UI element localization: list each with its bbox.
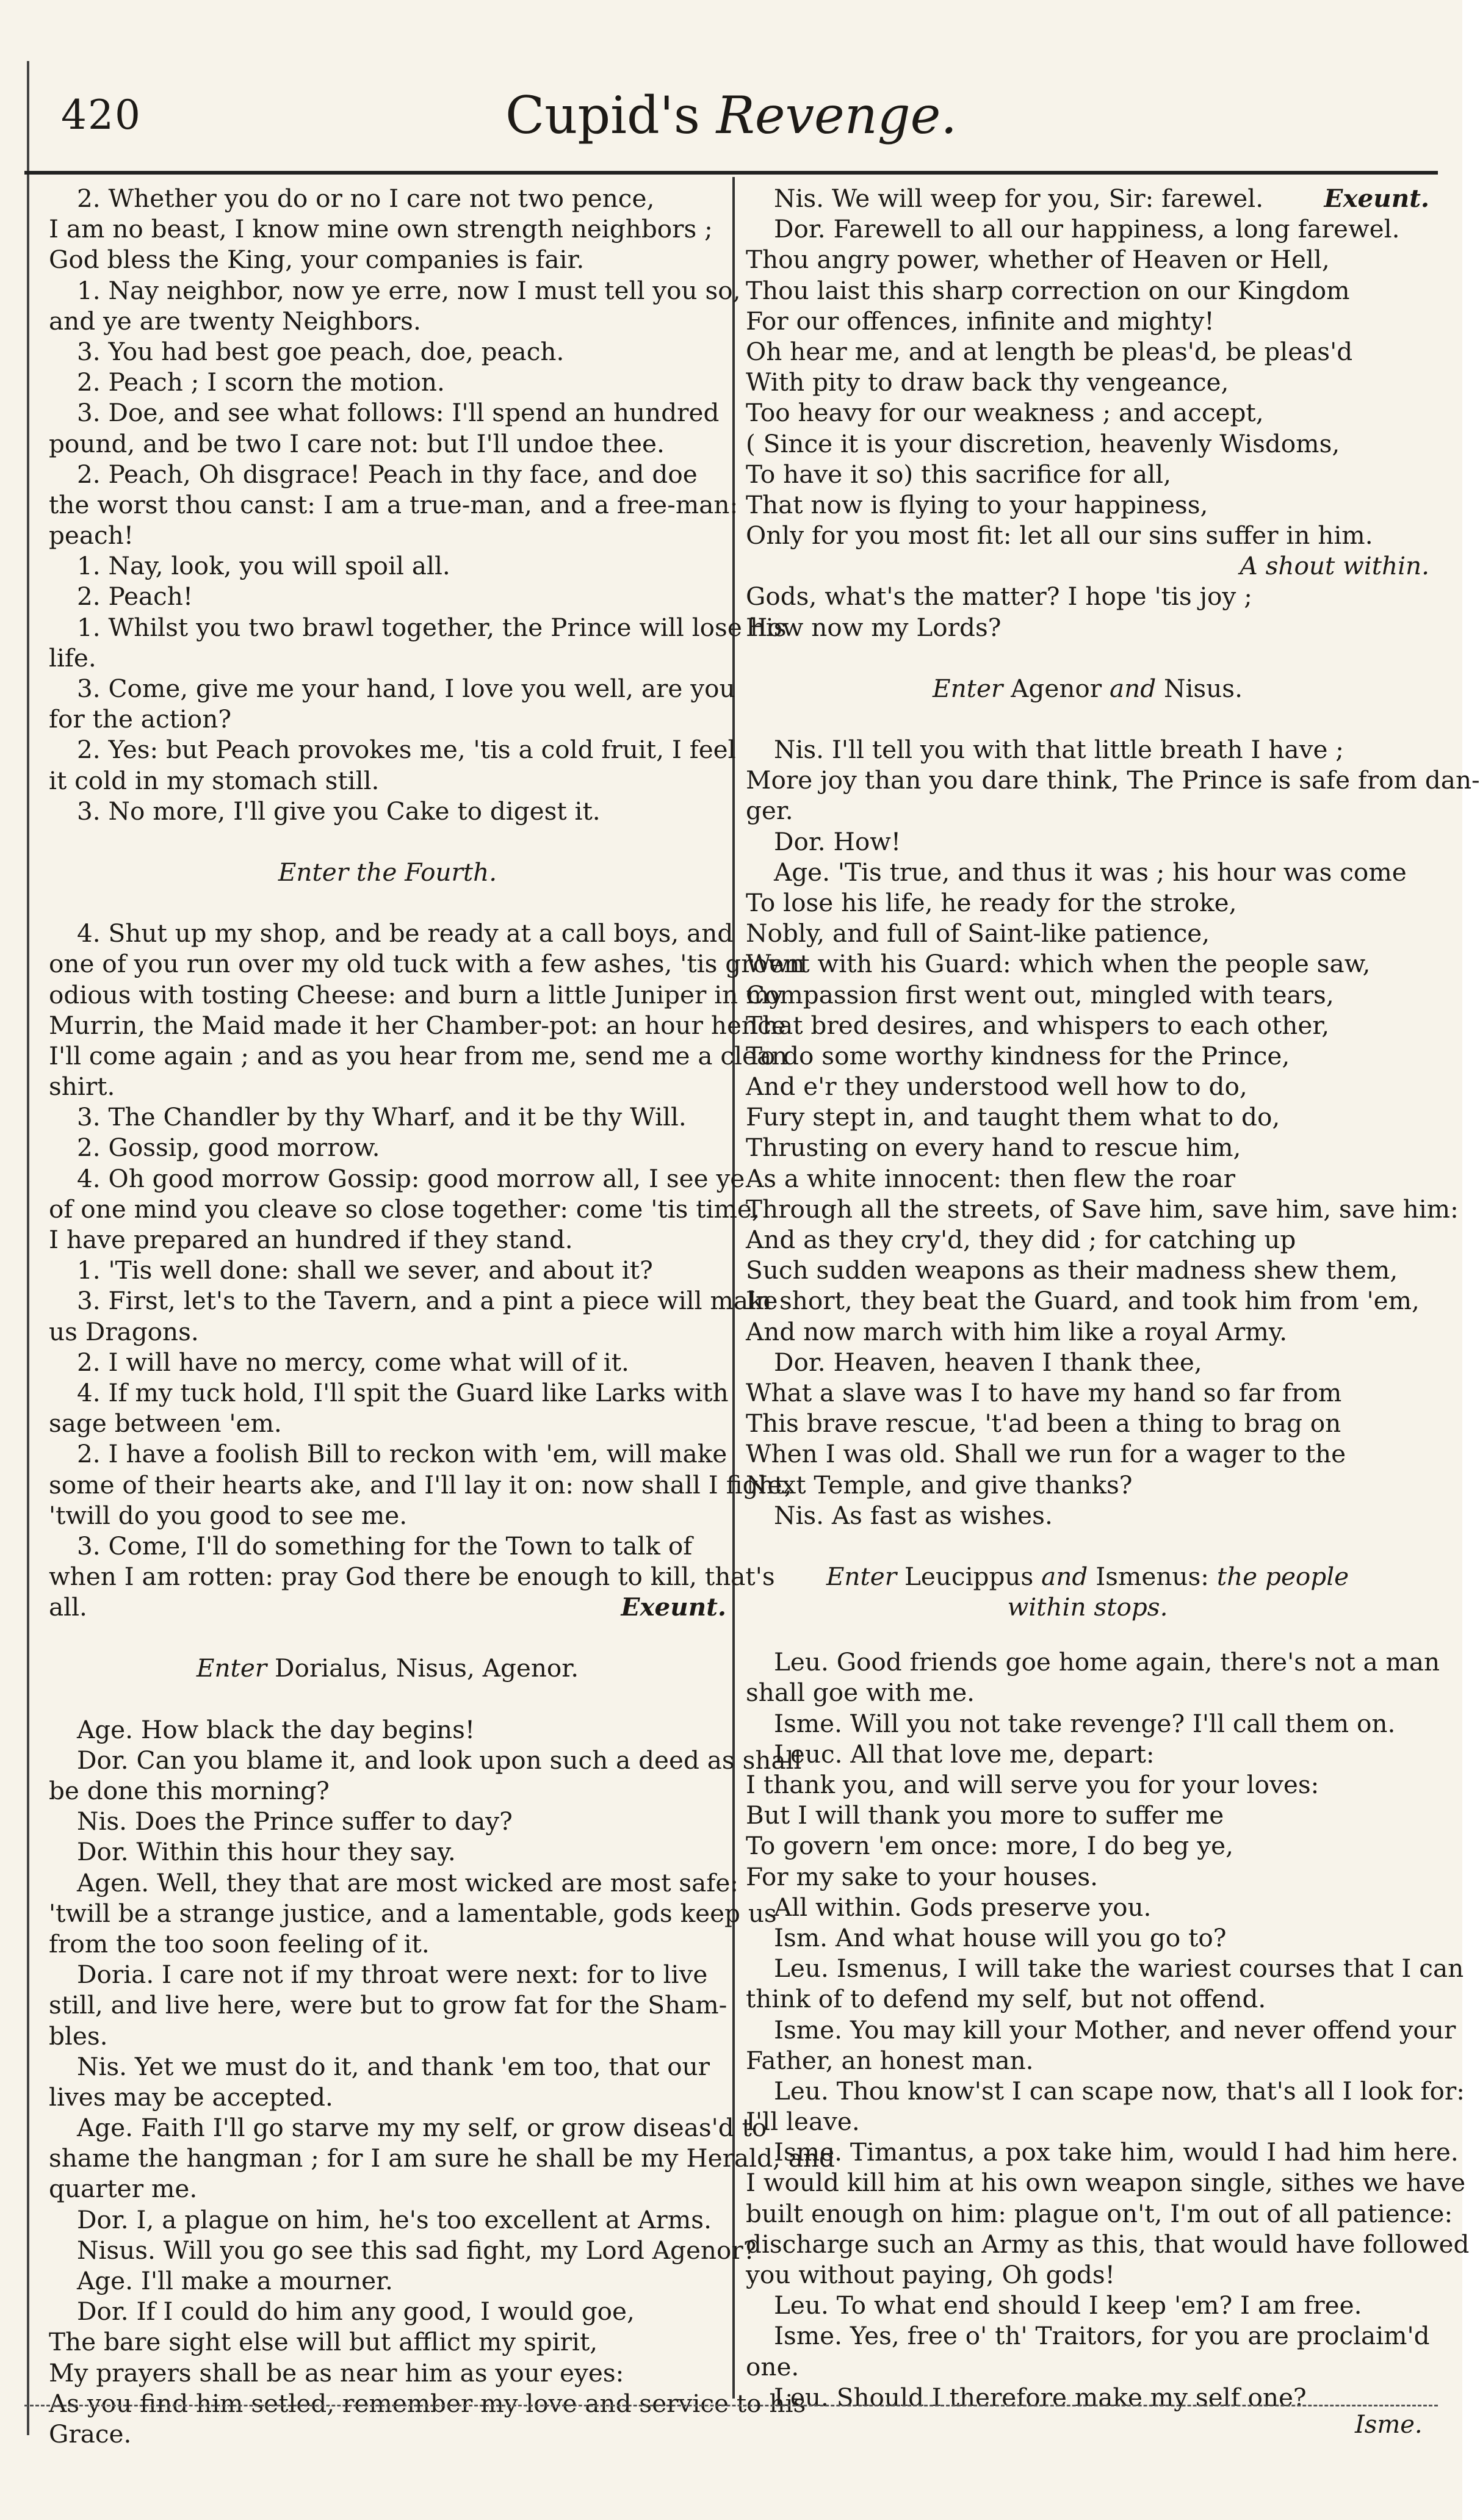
text-line: Age. I'll make a mourner. [77,2266,393,2296]
exeunt-direction: Exeunt. [1324,184,1429,213]
text-line: 1. 'Tis well done: shall we sever, and about it? [77,1255,653,1285]
text-line: Thou laist this sharp correction on our Kingdom [746,275,1350,305]
text-line: and ye are twenty Neighbors. [49,306,421,336]
stage-tail-1: the people [1216,1561,1349,1591]
text-line: it cold in my stomach still. [49,765,380,795]
text-line: Such sudden weapons as their madness shew them, [746,1255,1398,1285]
running-head-title-italic: Revenge. [716,85,958,145]
text-line: ( Since it is your discretion, heavenly Wisdoms, [746,428,1340,458]
page-number: 420 [61,92,142,139]
text-line: Fury stept in, and taught them what to do, [746,1102,1280,1132]
text-line: Gods, what's the matter? I hope 'tis joy ; [746,582,1252,612]
text-line: 'twill do you good to see me. [49,1500,408,1530]
text-line: one of you run over my old tuck with a few ashes, 'tis grown [49,949,805,979]
name-agenor: Agenor [1011,673,1102,703]
text-line: Compassion first went out, mingled with tears, [746,980,1334,1009]
text-line: 3. Come, give me your hand, I love you well, are you [77,674,735,703]
text-line: 4. If my tuck hold, I'll spit the Guard like Larks with [77,1377,729,1407]
text-line: Leu. Ismenus, I will take the wariest courses that I can [774,1954,1464,1984]
and-word: and [1041,1561,1088,1591]
and-word: and [1110,673,1157,703]
text-line: 2. Whether you do or no I care not two pence, [77,184,655,213]
text-line: sage between 'em. [49,1409,282,1439]
name-nisus: Nisus. [1164,673,1243,703]
text-line: 2. Peach, Oh disgrace! Peach in thy face, and doe [77,459,698,489]
right-column-block-1b [746,581,1429,642]
text-line: Isme. Yes, free o' th' Traitors, for you are proclaim'd [774,2321,1430,2351]
text-line: pound, and be two I care not: but I'll undoe thee. [49,428,665,458]
text-line: Leu. Good friends goe home again, there's not a man [774,1647,1440,1677]
text-line: For our offences, infinite and mighty! [746,306,1215,336]
text-line: As a white innocent: then flew the roar [746,1163,1236,1193]
header-rule [24,171,1438,175]
text-line: Nobly, and full of Saint-like patience, [746,919,1210,948]
text-line: All within. Gods preserve you. [774,1892,1152,1922]
text-line: Age. Faith I'll go starve my my self, or grow diseas'd to [77,2113,767,2143]
text-line: quarter me. [49,2174,198,2204]
exeunt-direction: Exeunt. [621,1592,726,1622]
text-line: ger. [746,796,793,826]
text-line: Grace. [49,2419,132,2449]
right-column-block-1 [746,183,1429,551]
text-line: peach! [49,521,134,551]
text-line: 2. I have a foolish Bill to reckon with 'em, will make [77,1439,727,1469]
text-line: some of their hearts ake, and I'll lay it on: now shall I fight, [49,1470,792,1500]
text-line: you without paying, Oh gods! [746,2260,1115,2290]
text-line: Age. 'Tis true, and thus it was ; his hour was come [774,857,1407,887]
text-line: Thou angry power, whether of Heaven or Hell, [746,245,1330,275]
stage-direction-enter-fourth: Enter the Fourth. [278,857,497,887]
text-line: shame the hangman ; for I am sure he shall be my Herald, and [49,2143,835,2173]
stage-tail-2: within stops. [1007,1592,1168,1622]
text-line: And as they cry'd, they did ; for catching up [746,1225,1296,1255]
text-line: With pity to draw back thy vengeance, [746,367,1229,397]
text-line: Went with his Guard: which when the people saw, [746,949,1371,979]
text-line: of one mind you cleave so close together: come 'tis time, [49,1194,760,1224]
text-line: I am no beast, I know mine own strength neighbors ; [49,214,713,244]
text-line: That bred desires, and whispers to each other, [746,1010,1330,1040]
text-line: life. [49,643,96,673]
text-line: Too heavy for our weakness ; and accept, [746,398,1264,428]
text-line: shall goe with me. [746,1678,975,1708]
text-line: What a slave was I to have my hand so far from [746,1377,1342,1407]
text-line: 4. Shut up my shop, and be ready at a call boys, and [77,919,734,948]
text-line: Through all the streets, of Save him, save him, save him: [746,1194,1459,1224]
text-line: I would kill him at his own weapon single, sithes we have [746,2168,1466,2198]
text-line: Dor. Can you blame it, and look upon such a deed as shall [77,1745,802,1775]
name-ismenus: Ismenus: [1096,1561,1209,1591]
text-line: 2. Peach! [77,582,193,612]
text-line: Leu. To what end should I keep 'em? I am free. [774,2291,1362,2320]
enter-word: Enter [196,1653,267,1683]
text-line: Leu. Thou know'st I can scape now, that's all I look for: [774,2076,1465,2106]
text-line: 3. Doe, and see what follows: I'll spend an hundred [77,398,720,428]
text-line: To have it so) this sacrifice for all, [746,459,1171,489]
text-line: when I am rotten: pray God there be enough to kill, that's [49,1562,775,1592]
text-line: Thrusting on every hand to rescue him, [746,1133,1241,1163]
text-line: Nis. Does the Prince suffer to day? [77,1807,513,1836]
text-line: shirt. [49,1072,115,1102]
text-line: bles. [49,2021,108,2051]
text-line: When I was old. Shall we run for a wager to the [746,1439,1346,1469]
text-line: built enough on him: plague on't, I'm out of all patience: [746,2198,1453,2228]
text-line: Leu. Should I therefore make my self one? [774,2382,1307,2412]
text-line: us Dragons. [49,1316,199,1346]
text-line: Dor. If I could do him any good, I would goe, [77,2297,635,2327]
text-line: I thank you, and will serve you for your loves: [746,1770,1319,1800]
text-line: for the action? [49,704,232,734]
text-line: 3. First, let's to the Tavern, and a pint a piece will make [77,1286,778,1316]
text-line: 3. You had best goe peach, doe, peach. [77,336,565,366]
exeunt-line [49,1592,726,1622]
entering-names: Dorialus, Nisus, Agenor. [275,1653,579,1683]
text-line: Agen. Well, they that are most wicked are most safe: [77,1868,738,1897]
enter-word: Enter [826,1561,897,1591]
text-line: To lose his life, he ready for the stroke, [746,887,1237,917]
text-line: 1. Whilst you two brawl together, the Prince will lose his [77,612,787,642]
text-line: be done this morning? [49,1776,330,1806]
text-line: 2. Gossip, good morrow. [77,1133,380,1163]
stage-direction-shout: A shout within. [1240,551,1429,581]
text-line: 1. Nay neighbor, now ye erre, now I must tell you so, [77,275,741,305]
text-line: Age. How black the day begins! [77,1714,475,1744]
stage-direction-enter-leucippus [746,1561,1429,1622]
text-line: Isme. Will you not take revenge? I'll call them on. [774,1708,1396,1738]
text-line: Only for you most fit: let all our sins suffer in him. [746,521,1373,551]
text-line: In short, they beat the Guard, and took him from 'em, [746,1286,1420,1316]
text-line: odious with tosting Cheese: and burn a little Juniper in my [49,980,784,1009]
text-line [746,183,1429,214]
text-line: 4. Oh good morrow Gossip: good morrow all, I see ye [77,1163,745,1193]
text-line: one. [746,2352,800,2381]
text-line: God bless the King, your companies is fair. [49,245,585,275]
text-line: The bare sight else will but afflict my spirit, [49,2327,598,2357]
text-line: 3. No more, I'll give you Cake to digest it. [77,796,601,826]
stage-direction-enter-dorialus [49,1653,726,1683]
text-line: Ism. And what house will you go to? [774,1922,1227,1952]
text-line: Isme. Timantus, a pox take him, would I had him here. [774,2137,1459,2167]
text-line: Doria. I care not if my throat were next: for to live [77,1960,708,1990]
text-line: For my sake to your houses. [746,1861,1099,1891]
footer-rule [24,2405,1438,2406]
text-line: To govern 'em once: more, I do beg ye, [746,1831,1233,1861]
right-column [746,183,1480,2413]
text-line: To do some worthy kindness for the Prince, [746,1041,1290,1070]
name-leucippus: Leucippus [904,1561,1034,1591]
running-head-title: Cupid's [505,85,700,145]
right-column-block-2 [746,734,1480,1531]
text-line: Nisus. Will you go see this sad fight, my Lord Agenor? [77,2235,757,2265]
text-line: Dor. Within this hour they say. [77,1837,456,1867]
text-line: from the too soon feeling of it. [49,1929,430,1959]
text-line: think of to defend my self, but not offend. [746,1984,1266,2014]
text-line: 2. I will have no mercy, come what will of it. [77,1347,629,1377]
text-line: 2. Peach ; I scorn the motion. [77,367,445,397]
text-line: Nis. Yet we must do it, and thank 'em too, that our [77,2051,710,2081]
text-line: I'll come again ; and as you hear from me, send me a clean [49,1041,788,1070]
text-line: Next Temple, and give thanks? [746,1470,1133,1500]
right-column-block-3 [746,1647,1470,2413]
text-line: Murrin, the Maid made it her Chamber-pot: an hour hence [49,1010,786,1040]
text-line: Father, an honest man. [746,2045,1034,2075]
line-text: all. [49,1592,87,1622]
text-line: I have prepared an hundred if they stand. [49,1225,573,1255]
text-line: discharge such an Army as this, that would have followed [746,2229,1470,2259]
text-line: Nis. As fast as wishes. [774,1500,1053,1530]
stage-direction-enter-agenor [746,673,1429,704]
text-line: More joy than you dare think, The Prince is safe from dan- [746,765,1480,795]
text-line: As you find him setled, remember my love and service to his [49,2388,806,2418]
text-line: How now my Lords? [746,612,1002,642]
line-text: Nis. We will weep for you, Sir: farewel. [774,184,1264,213]
text-line: Dor. Farewell to all our happiness, a long farewel. [774,214,1400,244]
text-line: 2. Yes: but Peach provokes me, 'tis a cold fruit, I feel [77,735,736,765]
left-border-rule [27,61,29,2435]
text-line: 'twill be a strange justice, and a lamentable, gods keep us [49,1898,777,1928]
text-line: Leuc. All that love me, depart: [774,1739,1155,1769]
text-line: This brave rescue, 't'ad been a thing to brag on [746,1409,1341,1439]
text-line: But I will thank you more to suffer me [746,1800,1224,1830]
text-line: Dor. How! [774,826,901,856]
text-line: I'll leave. [746,2107,860,2137]
catchword: Isme. [1355,2411,1423,2439]
text-line: 3. The Chandler by thy Wharf, and it be thy Will. [77,1102,687,1132]
text-line: Dor. Heaven, heaven I thank thee, [774,1347,1202,1377]
text-line: the worst thou canst: I am a true-man, and a free-man: [49,489,738,519]
text-line: Dor. I, a plague on him, he's too excellent at Arms. [77,2204,712,2234]
text-line: My prayers shall be as near him as your eyes: [49,2358,624,2388]
text-line: lives may be accepted. [49,2082,333,2112]
enter-word: Enter [933,673,1003,703]
text-line: That now is flying to your happiness, [746,489,1208,519]
text-line: And now march with him like a royal Army. [746,1316,1288,1346]
running-head [0,85,1462,145]
text-line: still, and live here, were but to grow fat for the Sham- [49,1990,727,2020]
text-line: Oh hear me, and at length be pleas'd, be pleas'd [746,336,1353,366]
text-line: Nis. I'll tell you with that little breath I have ; [774,735,1344,765]
text-line: 1. Nay, look, you will spoil all. [77,551,450,581]
left-column-block-2 [49,918,805,1592]
text-line: 3. Come, I'll do something for the Town to talk of [77,1531,693,1561]
text-line: Isme. You may kill your Mother, and never offend your [774,2015,1456,2045]
text-line: And e'r they understood well how to do, [746,1072,1247,1102]
